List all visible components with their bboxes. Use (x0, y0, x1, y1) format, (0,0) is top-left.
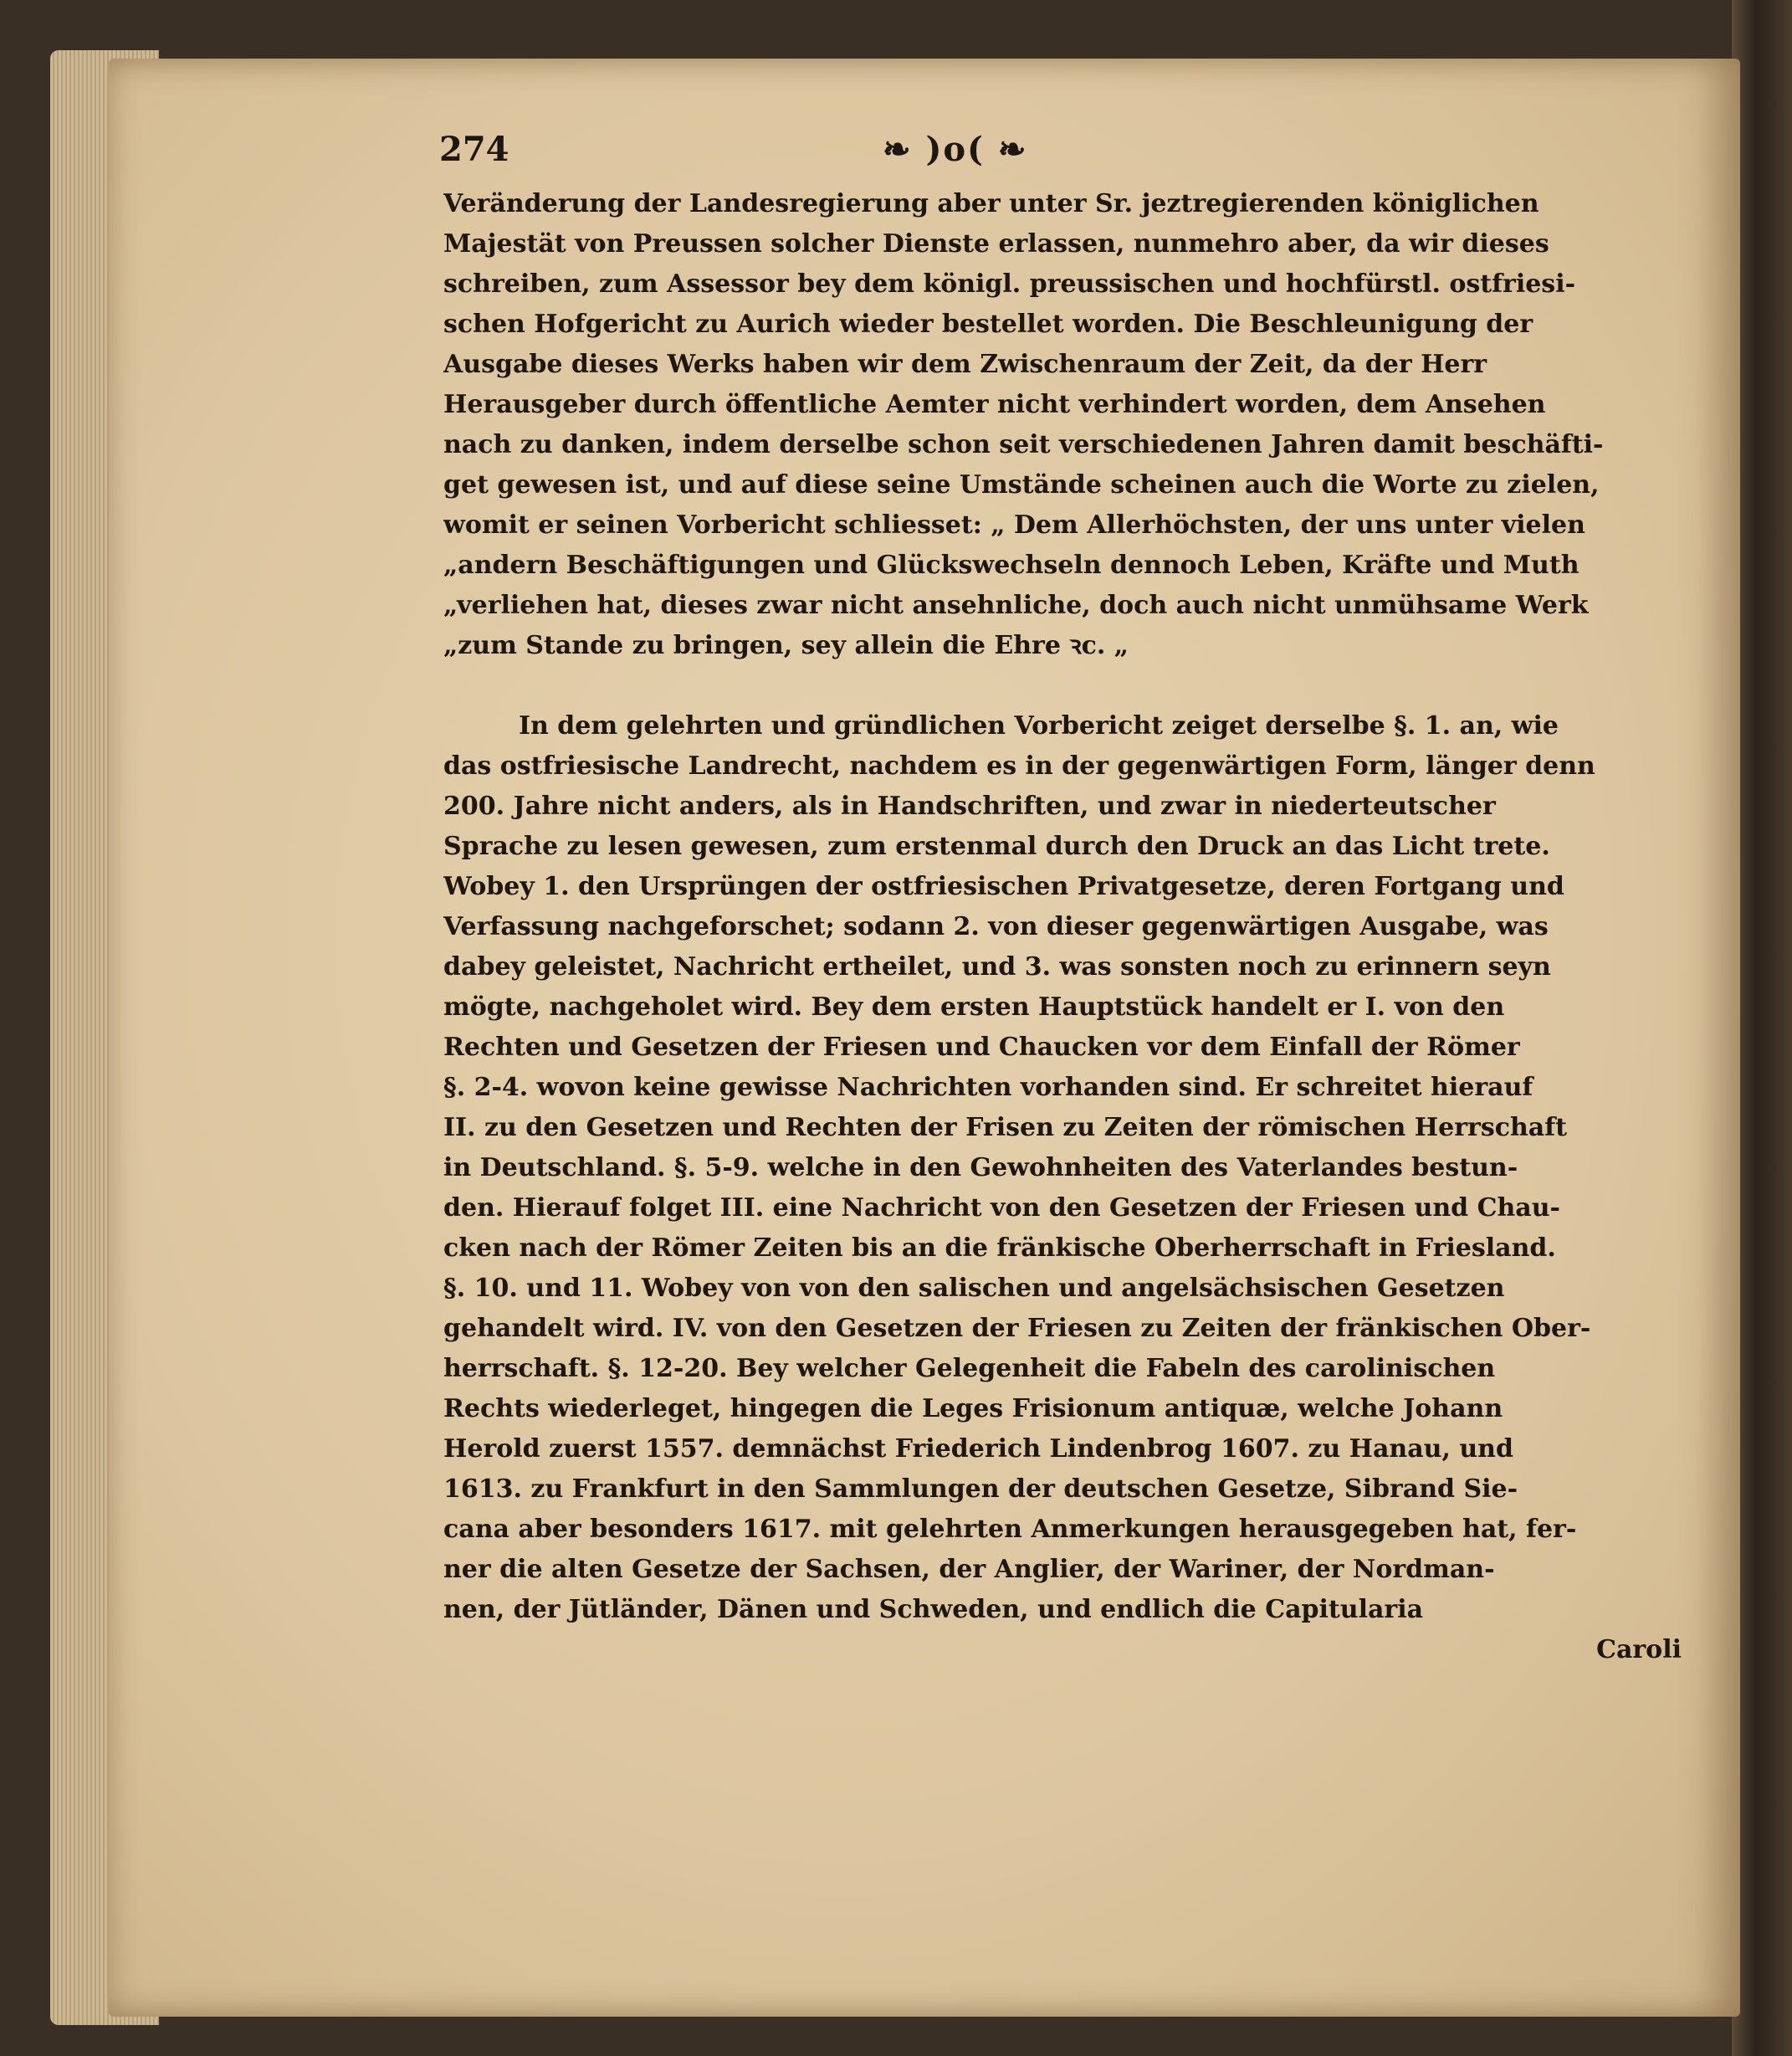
text-line: §. 10. und 11. Wobey von von den salischen und angelsächsischen Gesetzen (443, 1274, 1505, 1303)
text-line: ner die alten Gesetze der Sachsen, der Anglier, der Wariner, der Nordman- (443, 1555, 1495, 1584)
text-line: schreiben, zum Assessor bey dem königl. preussischen und hochfürstl. ostfriesi- (443, 269, 1576, 299)
text-line: in Deutschland. §. 5-9. welche in den Gewohnheiten des Vaterlandes bestun- (443, 1153, 1518, 1182)
text-line: gehandelt wird. IV. von den Gesetzen der Friesen zu Zeiten der fränkischen Ober- (443, 1314, 1591, 1343)
text-line: cken nach der Römer Zeiten bis an die fränkische Oberherrschaft in Friesland. (443, 1233, 1556, 1263)
text-line: II. zu den Gesetzen und Rechten der Frisen zu Zeiten der römischen Herrschaft (443, 1113, 1568, 1142)
text-line: In dem gelehrten und gründlichen Vorbericht zeiget derselbe §. 1. an, wie (519, 711, 1559, 741)
text-line: Verfassung nachgeforschet; sodann 2. von dieser gegenwärtigen Ausgabe, was (443, 912, 1549, 941)
text-line: Rechten und Gesetzen der Friesen und Chaucken vor dem Einfall der Römer (443, 1033, 1520, 1062)
text-line: „zum Stande zu bringen, sey allein die Ehre ꝛc. „ (443, 631, 1129, 660)
book-binding (1732, 0, 1792, 2056)
text-line: Majestät von Preussen solcher Dienste erlassen, nunmehro aber, da wir dieses (443, 229, 1549, 259)
header-ornament: ❧ )o( ❧ (883, 130, 1028, 169)
text-line: Rechts wiederleget, hingegen die Leges Frisionum antiquæ, welche Johann (443, 1394, 1503, 1423)
page-header (439, 130, 1677, 188)
text-line: Veränderung der Landesregierung aber unter Sr. jeztregierenden königlichen (443, 189, 1539, 218)
text-line: get gewesen ist, und auf diese seine Umstände scheinen auch die Worte zu zielen, (443, 470, 1600, 500)
text-line: 1613. zu Frankfurt in den Sammlungen der deutschen Gesetze, Sibrand Sie- (443, 1474, 1518, 1504)
text-line: den. Hierauf folget III. eine Nachricht von den Gesetzen der Friesen und Chau- (443, 1193, 1560, 1223)
text-line: nach zu danken, indem derselbe schon seit verschiedenen Jahren damit beschäfti- (443, 430, 1604, 459)
text-line: Herausgeber durch öffentliche Aemter nicht verhindert worden, dem Ansehen (443, 390, 1546, 419)
text-line: das ostfriesische Landrecht, nachdem es in der gegenwärtigen Form, länger denn (443, 751, 1595, 781)
text-line: herrschaft. §. 12-20. Bey welcher Gelegenheit die Fabeln des carolinischen (443, 1354, 1496, 1383)
text-line: dabey geleistet, Nachricht ertheilet, und 3. was sonsten noch zu erinnern seyn (443, 952, 1551, 982)
text-line: „verliehen hat, dieses zwar nicht ansehnliche, doch auch nicht unmühsame Werk (443, 591, 1589, 620)
text-line: „andern Beschäftigungen und Glückswechseln dennoch Leben, Kräfte und Muth (443, 551, 1580, 580)
text-line: mögte, nachgeholet wird. Bey dem ersten Hauptstück handelt er I. von den (443, 992, 1505, 1022)
text-line: cana aber besonders 1617. mit gelehrten Anmerkungen herausgegeben hat, fer- (443, 1515, 1577, 1544)
text-line: §. 2-4. wovon keine gewisse Nachrichten vorhanden sind. Er schreitet hierauf (443, 1073, 1533, 1102)
paragraph-gap (443, 666, 1682, 706)
text-line: Ausgabe dieses Werks haben wir dem Zwischenraum der Zeit, da der Herr (443, 350, 1487, 379)
text-line: nen, der Jütländer, Dänen und Schweden, und endlich die Capitularia (443, 1595, 1424, 1624)
page-number: 274 (439, 130, 509, 169)
text-line: Wobey 1. den Ursprüngen der ostfriesischen Privatgesetze, deren Fortgang und (443, 872, 1564, 901)
catchword: Caroli (1596, 1635, 1682, 1664)
text-line: Sprache zu lesen gewesen, zum erstenmal durch den Druck an das Licht trete. (443, 832, 1550, 861)
text-line: schen Hofgericht zu Aurich wieder bestellet worden. Die Beschleunigung der (443, 310, 1533, 339)
text-line: Herold zuerst 1557. demnächst Friederich Lindenbrog 1607. zu Hanau, und (443, 1434, 1513, 1464)
body-text (443, 184, 1682, 1670)
text-line: womit er seinen Vorbericht schliesset: „ Dem Allerhöchsten, der uns unter vielen (443, 510, 1585, 540)
text-line: 200. Jahre nicht anders, als in Handschriften, und zwar in niederteutscher (443, 792, 1496, 821)
